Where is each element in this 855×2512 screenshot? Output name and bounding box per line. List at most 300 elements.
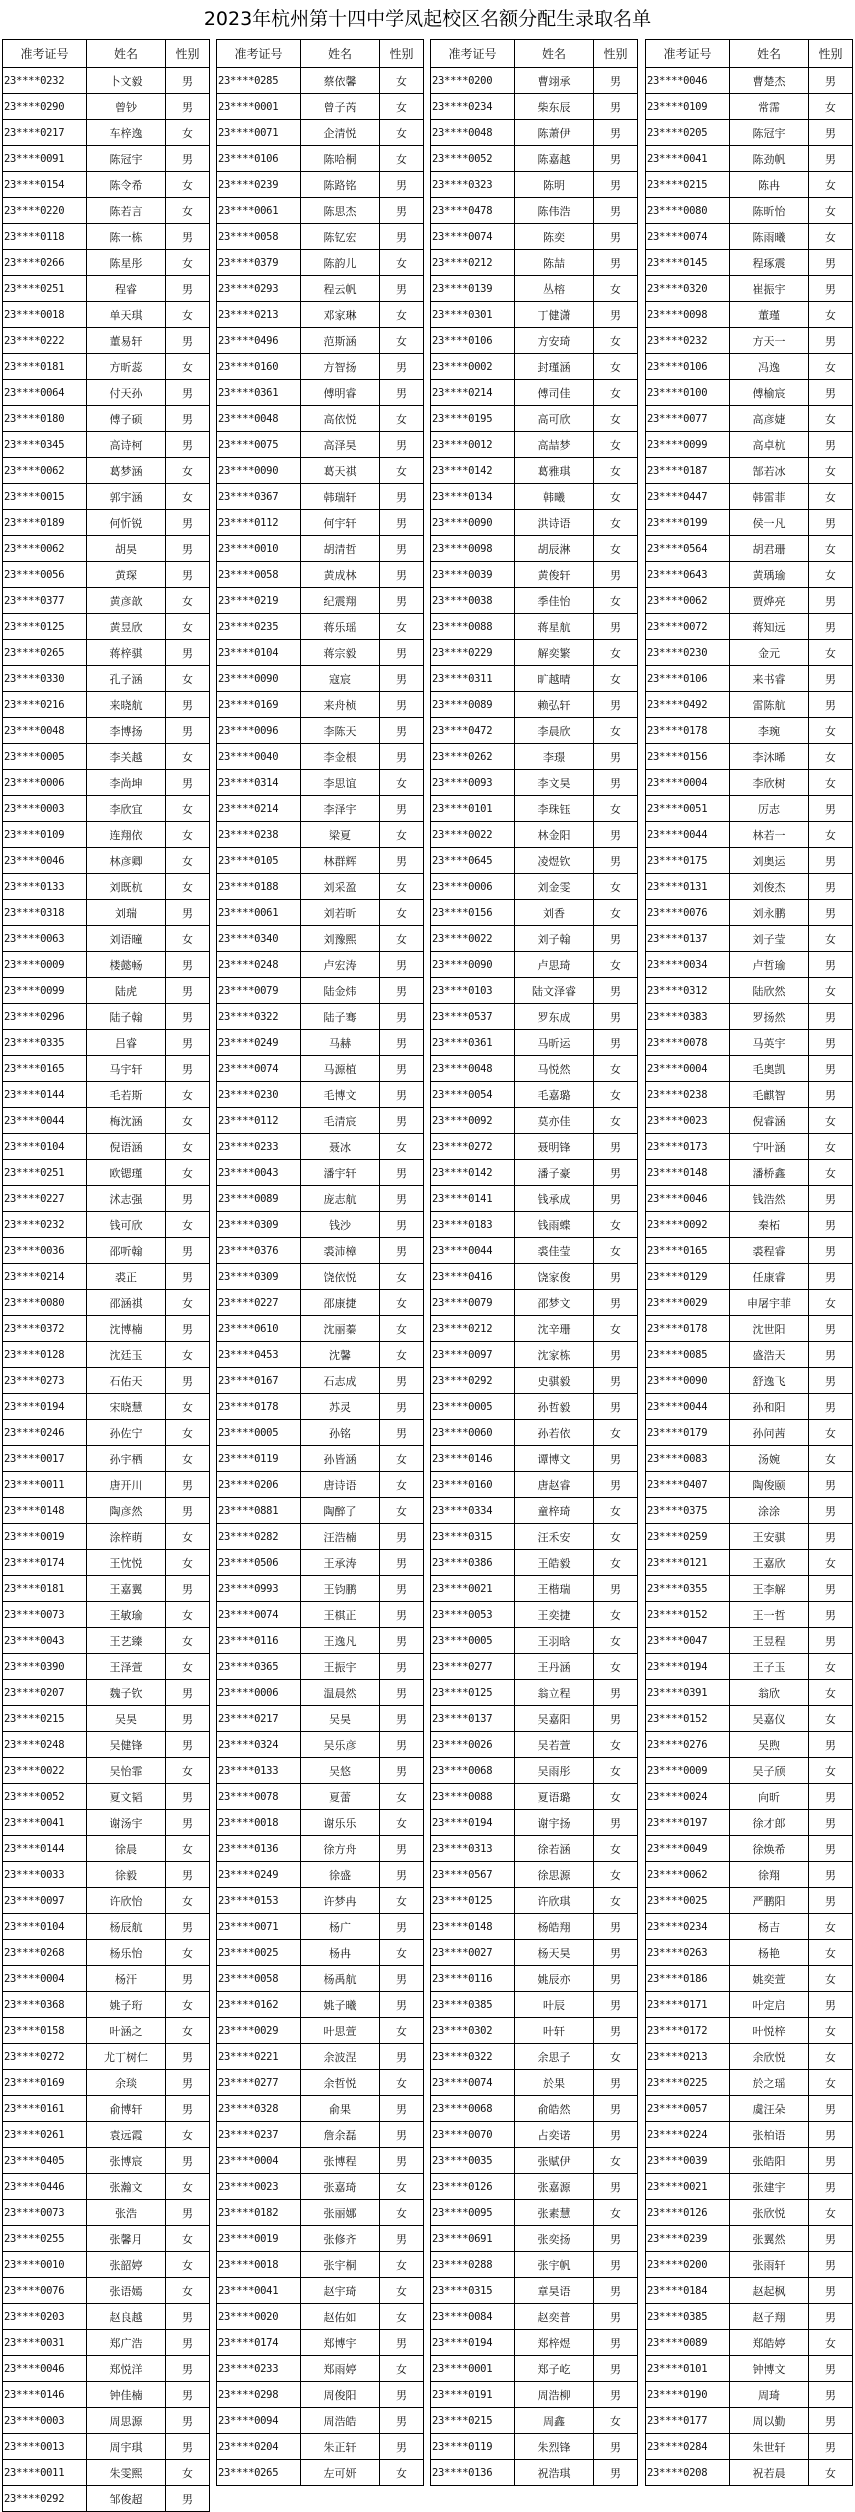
student-name-cell: 毛博文 [301,1082,380,1108]
student-sex-cell: 女 [166,1836,210,1862]
student-sex-cell: 女 [594,2408,638,2434]
student-name-cell: 刘若昕 [301,900,380,926]
student-name-cell: 谢汤宇 [87,1810,166,1836]
table-row [217,2460,424,2486]
student-sex-cell: 女 [166,822,210,848]
student-id-cell: 23****0214 [217,796,301,822]
student-id-cell: 23****0013 [3,2434,87,2460]
table-row [431,1368,638,1394]
student-name-cell: 单天琪 [87,302,166,328]
student-id-cell: 23****0080 [646,198,730,224]
student-sex-cell: 男 [166,1264,210,1290]
table-row [431,2382,638,2408]
student-name-cell: 葛梦涵 [87,458,166,484]
student-sex-cell: 男 [809,1082,853,1108]
student-sex-cell: 男 [380,2096,424,2122]
student-sex-cell: 女 [166,2174,210,2200]
table-row [217,2174,424,2200]
table-row [646,146,853,172]
student-sex-cell: 男 [166,510,210,536]
student-sex-cell: 女 [809,302,853,328]
student-id-cell: 23****0328 [217,2096,301,2122]
student-id-cell: 23****0103 [431,978,515,1004]
table-row [217,1186,424,1212]
student-name-cell: 沈世阳 [730,1316,809,1342]
student-id-cell: 23****0098 [646,302,730,328]
student-name-cell: 杨禹航 [301,1966,380,1992]
table-row [217,1212,424,1238]
student-id-cell: 23****0312 [646,978,730,1004]
student-name-cell: 邵康捷 [301,1290,380,1316]
student-id-cell: 23****0119 [217,1446,301,1472]
student-id-cell: 23****0099 [3,978,87,1004]
table-row [646,2174,853,2200]
student-name-cell: 李欣树 [730,770,809,796]
table-row [3,1368,210,1394]
student-name-cell: 曾钞 [87,94,166,120]
student-id-cell: 23****0076 [3,2278,87,2304]
student-name-cell: 姚辰亦 [515,1966,594,1992]
student-sex-cell: 男 [809,2356,853,2382]
student-name-cell: 陆子骞 [301,1004,380,1030]
student-id-cell: 23****0025 [646,1888,730,1914]
student-id-cell: 23****0054 [431,1082,515,1108]
student-id-cell: 23****0048 [3,718,87,744]
student-id-cell: 23****0217 [217,1706,301,1732]
student-id-cell: 23****0322 [431,2044,515,2070]
student-id-cell: 23****0377 [3,588,87,614]
student-name-cell: 赵宇琦 [301,2278,380,2304]
student-sex-cell: 男 [594,2278,638,2304]
table-row [3,1212,210,1238]
table-row [646,666,853,692]
student-sex-cell: 男 [594,562,638,588]
student-sex-cell: 女 [380,2174,424,2200]
table-row [646,2148,853,2174]
student-sex-cell: 男 [380,1394,424,1420]
student-sex-cell: 男 [809,68,853,94]
student-sex-cell: 男 [380,354,424,380]
student-sex-cell: 男 [594,2382,638,2408]
student-name-cell: 郑子屹 [515,2356,594,2382]
table-row [431,484,638,510]
student-id-cell: 23****0104 [3,1134,87,1160]
student-name-cell: 王子玉 [730,1654,809,1680]
student-id-cell: 23****0089 [217,1186,301,1212]
table-row [217,926,424,952]
student-sex-cell: 女 [166,172,210,198]
student-sex-cell: 女 [380,1784,424,1810]
table-row [3,1732,210,1758]
student-id-cell: 23****0136 [217,1836,301,1862]
student-sex-cell: 男 [809,1862,853,1888]
student-sex-cell: 男 [380,952,424,978]
student-id-cell: 23****0020 [217,2304,301,2330]
student-id-cell: 23****0292 [431,1368,515,1394]
student-name-cell: 叶定启 [730,1992,809,2018]
student-sex-cell: 男 [594,770,638,796]
student-sex-cell: 男 [594,1446,638,1472]
student-name-cell: 李关越 [87,744,166,770]
student-name-cell: 林彦卿 [87,848,166,874]
table-row [3,796,210,822]
student-id-cell: 23****0239 [646,2226,730,2252]
student-id-cell: 23****0034 [646,952,730,978]
student-name-cell: 欧锶瑾 [87,1160,166,1186]
table-row [217,2200,424,2226]
student-sex-cell: 女 [809,640,853,666]
student-sex-cell: 女 [166,250,210,276]
table-row [217,1160,424,1186]
student-name-cell: 尤丁树仁 [87,2044,166,2070]
student-sex-cell: 女 [166,796,210,822]
table-row [431,640,638,666]
student-id-cell: 23****0061 [217,900,301,926]
student-sex-cell: 女 [594,1524,638,1550]
table-row [3,926,210,952]
student-id-cell: 23****0052 [3,1784,87,1810]
table-row [646,2356,853,2382]
student-id-cell: 23****0109 [3,822,87,848]
student-name-cell: 杨艳 [730,1940,809,1966]
student-id-cell: 23****0290 [3,94,87,120]
student-name-cell: 高可欣 [515,406,594,432]
student-name-cell: 吴昊 [301,1706,380,1732]
student-id-cell: 23****0446 [3,2174,87,2200]
student-id-cell: 23****0131 [646,874,730,900]
student-sex-cell: 男 [166,562,210,588]
student-sex-cell: 男 [380,1758,424,1784]
table-row [431,848,638,874]
student-name-cell: 夏蕾 [301,1784,380,1810]
student-sex-cell: 男 [594,1680,638,1706]
student-sex-cell: 男 [809,2252,853,2278]
student-sex-cell: 女 [809,224,853,250]
student-name-cell: 吕睿 [87,1030,166,1056]
student-sex-cell: 女 [380,1316,424,1342]
student-id-cell: 23****0080 [3,1290,87,1316]
student-sex-cell: 女 [594,328,638,354]
table-row [646,1914,853,1940]
student-name-cell: 张素慧 [515,2200,594,2226]
student-name-cell: 吴煦 [730,1732,809,1758]
student-sex-cell: 女 [380,2070,424,2096]
student-id-cell: 23****0004 [217,2148,301,2174]
student-id-cell: 23****0071 [217,1914,301,1940]
student-id-cell: 23****0044 [646,822,730,848]
student-id-cell: 23****0169 [3,2070,87,2096]
student-id-cell: 23****0154 [3,172,87,198]
student-name-cell: 谭博文 [515,1446,594,1472]
table-row [3,2148,210,2174]
table-row [3,432,210,458]
student-name-cell: 赖弘轩 [515,692,594,718]
table-row [3,770,210,796]
student-name-cell: 石佑天 [87,1368,166,1394]
student-name-cell: 傅明睿 [301,380,380,406]
student-id-cell: 23****0092 [431,1108,515,1134]
student-id-cell: 23****0119 [431,2434,515,2460]
table-row [217,250,424,276]
table-row [217,1238,424,1264]
student-name-cell: 贾烨亮 [730,588,809,614]
student-id-cell: 23****0285 [217,68,301,94]
table-row [646,1004,853,1030]
table-row [431,926,638,952]
student-sex-cell: 男 [166,1238,210,1264]
student-id-cell: 23****0315 [431,1524,515,1550]
student-id-cell: 23****0090 [431,510,515,536]
student-name-cell: 王楷瑞 [515,1576,594,1602]
student-sex-cell: 男 [809,796,853,822]
student-sex-cell: 女 [380,146,424,172]
table-row [431,1784,638,1810]
student-id-cell: 23****0129 [646,1264,730,1290]
student-sex-cell: 男 [380,1836,424,1862]
student-sex-cell: 男 [594,2434,638,2460]
student-sex-cell: 女 [594,1316,638,1342]
student-name-cell: 周以勤 [730,2408,809,2434]
student-name-cell: 郜若冰 [730,458,809,484]
student-sex-cell: 男 [809,1056,853,1082]
table-row [646,2278,853,2304]
student-name-cell: 孙哲毅 [515,1394,594,1420]
student-name-cell: 朱世轩 [730,2434,809,2460]
student-id-cell: 23****0227 [3,1186,87,1212]
student-sex-cell: 男 [809,2408,853,2434]
student-id-cell: 23****0001 [217,94,301,120]
table-row [431,432,638,458]
student-id-cell: 23****0238 [646,1082,730,1108]
student-sex-cell: 男 [166,1810,210,1836]
student-name-cell: 李金根 [301,744,380,770]
table-row [217,848,424,874]
table-row [646,2408,853,2434]
student-id-cell: 23****0320 [646,276,730,302]
student-sex-cell: 男 [594,1810,638,1836]
header-row [3,40,210,68]
student-sex-cell: 女 [166,614,210,640]
student-name-cell: 叶涵之 [87,2018,166,2044]
student-id-cell: 23****0056 [3,562,87,588]
student-name-cell: 姚子珩 [87,1992,166,2018]
table-row [646,1446,853,1472]
student-name-cell: 孙皆涵 [301,1446,380,1472]
student-name-cell: 崔振宇 [730,276,809,302]
table-row [646,1784,853,1810]
table-row [431,1082,638,1108]
table-row [646,2382,853,2408]
student-id-cell: 23****0340 [217,926,301,952]
student-name-cell: 方智扬 [301,354,380,380]
student-sex-cell: 女 [166,874,210,900]
student-sex-cell: 男 [809,2434,853,2460]
student-sex-cell: 男 [166,2408,210,2434]
student-id-cell: 23****0139 [431,276,515,302]
table-row [217,640,424,666]
student-id-cell: 23****0177 [646,2408,730,2434]
student-name-cell: 来舟桢 [301,692,380,718]
student-id-cell: 23****0385 [431,1992,515,2018]
table-row [217,874,424,900]
table-row [646,458,853,484]
student-id-cell: 23****0238 [217,822,301,848]
table-row [646,1160,853,1186]
student-sex-cell: 女 [809,2330,853,2356]
student-name-cell: 王丹涵 [515,1654,594,1680]
student-sex-cell: 男 [594,1914,638,1940]
student-name-cell: 金元 [730,640,809,666]
student-id-cell: 23****0075 [217,432,301,458]
student-name-cell: 陈昕怡 [730,198,809,224]
student-id-cell: 23****0023 [217,2174,301,2200]
student-id-cell: 23****0183 [431,1212,515,1238]
student-sex-cell: 女 [380,120,424,146]
student-id-cell: 23****0160 [431,1472,515,1498]
table-row [431,796,638,822]
student-id-cell: 23****0029 [646,1290,730,1316]
student-id-cell: 23****0171 [646,1992,730,2018]
table-row [217,1602,424,1628]
student-id-cell: 23****0180 [3,406,87,432]
student-id-cell: 23****0091 [3,146,87,172]
student-sex-cell: 女 [380,1264,424,1290]
student-id-cell: 23****0094 [217,2408,301,2434]
student-sex-cell: 男 [594,1186,638,1212]
student-sex-cell: 女 [166,1394,210,1420]
student-id-cell: 23****0112 [217,510,301,536]
student-name-cell: 汪禾安 [515,1524,594,1550]
student-sex-cell: 女 [809,1160,853,1186]
student-name-cell: 张宇桐 [301,2252,380,2278]
table-row [217,1550,424,1576]
student-id-cell: 23****0025 [217,1940,301,1966]
student-name-cell: 雷陈航 [730,692,809,718]
student-name-cell: 张翼然 [730,2226,809,2252]
student-name-cell: 邵涵祺 [87,1290,166,1316]
student-sex-cell: 男 [166,1368,210,1394]
table-row [3,146,210,172]
student-id-cell: 23****0015 [3,484,87,510]
student-name-cell: 吴雨彤 [515,1758,594,1784]
student-name-cell: 罗东成 [515,1004,594,1030]
student-id-cell: 23****0106 [217,146,301,172]
student-id-cell: 23****0051 [646,796,730,822]
table-row [646,1524,853,1550]
student-id-cell: 23****0058 [217,562,301,588]
student-id-cell: 23****0126 [431,2174,515,2200]
student-id-cell: 23****0116 [217,1628,301,1654]
table-row [3,1030,210,1056]
student-sex-cell: 男 [594,1992,638,2018]
student-sex-cell: 男 [380,1056,424,1082]
student-sex-cell: 女 [166,458,210,484]
table-row [431,406,638,432]
student-name-cell: 傅司佳 [515,380,594,406]
table-row [646,978,853,1004]
table-row [431,718,638,744]
student-id-cell: 23****0230 [646,640,730,666]
table-row [217,2044,424,2070]
table-row [217,1446,424,1472]
student-sex-cell: 男 [594,1290,638,1316]
table-row [646,874,853,900]
student-sex-cell: 男 [166,2070,210,2096]
student-name-cell: 陈劲帆 [730,146,809,172]
student-name-cell: 李珠钰 [515,796,594,822]
student-name-cell: 苏灵 [301,1394,380,1420]
table-row [431,874,638,900]
header-row [646,40,853,68]
student-id-cell: 23****0006 [217,1680,301,1706]
student-name-cell: 王逸凡 [301,1628,380,1654]
student-sex-cell: 男 [594,1030,638,1056]
table-row [431,1134,638,1160]
student-name-cell: 郑梓煜 [515,2330,594,2356]
table-row [646,68,853,94]
student-sex-cell: 男 [809,1004,853,1030]
student-name-cell: 沈馨 [301,1342,380,1368]
student-name-cell: 毛清宸 [301,1108,380,1134]
student-name-cell: 温晨然 [301,1680,380,1706]
student-id-cell: 23****0197 [646,1810,730,1836]
table-row [646,2096,853,2122]
table-row [3,2278,210,2304]
student-id-cell: 23****0043 [217,1160,301,1186]
student-name-cell: 陈冉 [730,172,809,198]
student-sex-cell: 女 [166,848,210,874]
student-id-cell: 23****0383 [646,1004,730,1030]
student-id-cell: 23****0496 [217,328,301,354]
student-name-cell: 周琦 [730,2382,809,2408]
table-row [3,2408,210,2434]
student-name-cell: 葛雅琪 [515,458,594,484]
table-row [217,354,424,380]
student-name-cell: 徐才郎 [730,1810,809,1836]
student-name-cell: 虞汪朵 [730,2096,809,2122]
student-name-cell: 卢思琦 [515,952,594,978]
table-row [3,1446,210,1472]
student-id-cell: 23****0158 [3,2018,87,2044]
table-row [646,796,853,822]
student-id-cell: 23****0322 [217,1004,301,1030]
student-id-cell: 23****0220 [3,198,87,224]
student-name-cell: 林若一 [730,822,809,848]
student-name-cell: 陈若言 [87,198,166,224]
student-name-cell: 蒋星航 [515,614,594,640]
student-name-cell: 周俊阳 [301,2382,380,2408]
student-sex-cell: 女 [809,1446,853,1472]
student-name-cell: 高彦婕 [730,406,809,432]
student-name-cell: 王嘉翼 [87,1576,166,1602]
table-row [217,2122,424,2148]
student-sex-cell: 女 [809,484,853,510]
student-name-cell: 余欣悦 [730,2044,809,2070]
student-name-cell: 陈星彤 [87,250,166,276]
student-id-cell: 23****0002 [431,354,515,380]
student-name-cell: 来晓航 [87,692,166,718]
student-id-cell: 23****0268 [3,1940,87,1966]
student-id-cell: 23****0128 [3,1342,87,1368]
student-name-cell: 裘正 [87,1264,166,1290]
table-row [3,354,210,380]
table-row [3,1186,210,1212]
student-name-cell: 刘既杭 [87,874,166,900]
table-row [217,1524,424,1550]
student-sex-cell: 男 [380,484,424,510]
student-name-cell: 裘佳莹 [515,1238,594,1264]
table-row [646,1342,853,1368]
